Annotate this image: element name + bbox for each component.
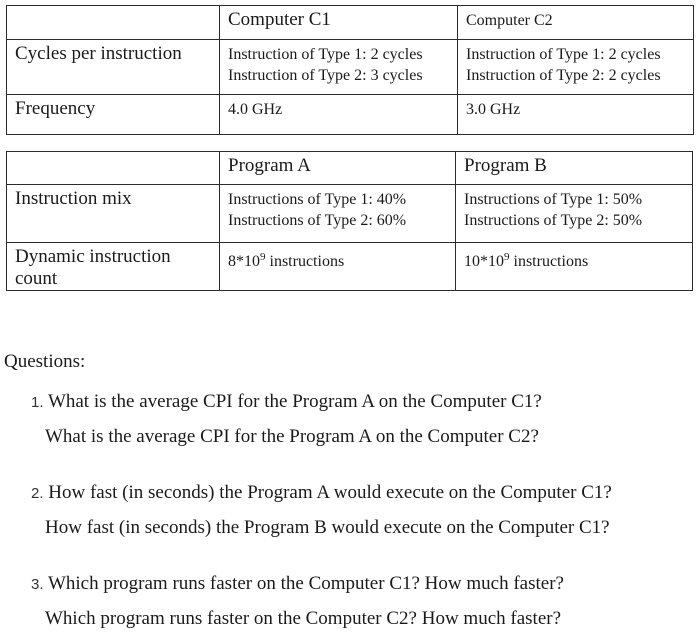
question-text: What is the average CPI for the Program A on the Computer C2? bbox=[45, 426, 539, 447]
table-header-row bbox=[7, 6, 694, 40]
mix-b-type1: Instructions of Type 1: 50% bbox=[464, 191, 643, 208]
questions-heading: Questions: bbox=[4, 351, 86, 372]
question-number: 1. bbox=[31, 394, 44, 411]
mix-a-type1: Instructions of Type 1: 40% bbox=[228, 191, 407, 208]
question-text: How fast (in seconds) the Program B would execute on the Computer C1? bbox=[45, 517, 610, 538]
table-row bbox=[7, 185, 693, 243]
program-spec-table bbox=[6, 151, 693, 291]
count-a-unit: instructions bbox=[265, 253, 345, 270]
count-b-cell bbox=[456, 243, 693, 291]
cpi-c1-type2: Instruction of Type 2: 3 cycles bbox=[228, 67, 423, 84]
count-a-cell bbox=[220, 243, 456, 291]
frequency-c1: 4.0 GHz bbox=[220, 95, 458, 135]
cpi-c2-type2: Instruction of Type 2: 2 cycles bbox=[466, 67, 661, 84]
table-row bbox=[7, 40, 694, 95]
cpi-c2-cell bbox=[458, 40, 694, 95]
question-item-2 bbox=[4, 475, 694, 545]
cpi-c2-type1: Instruction of Type 1: 2 cycles bbox=[466, 46, 661, 63]
mix-a-type2: Instructions of Type 2: 60% bbox=[228, 212, 407, 229]
cpi-c1-type1: Instruction of Type 1: 2 cycles bbox=[228, 46, 423, 63]
computer-spec-table bbox=[6, 5, 694, 135]
question-item-3 bbox=[4, 566, 694, 636]
row-label-line2: count bbox=[15, 268, 58, 289]
row-label-cpi: Cycles per instruction bbox=[7, 40, 220, 95]
question-number: 3. bbox=[31, 576, 44, 593]
row-label-line1: Dynamic instruction bbox=[15, 246, 171, 267]
count-b-exponent: 9 bbox=[504, 251, 510, 263]
question-text: Which program runs faster on the Computer C2? How much faster? bbox=[45, 608, 562, 629]
mix-a-cell bbox=[220, 185, 456, 243]
table-row bbox=[7, 95, 694, 135]
table-row bbox=[7, 243, 693, 291]
row-label-frequency: Frequency bbox=[7, 95, 220, 135]
header-computer-c1: Computer C1 bbox=[220, 6, 458, 40]
mix-b-cell bbox=[456, 185, 693, 243]
frequency-c2: 3.0 GHz bbox=[458, 95, 694, 135]
empty-header-cell bbox=[7, 152, 220, 185]
count-a-base: 8*10 bbox=[228, 253, 260, 270]
header-program-a: Program A bbox=[220, 152, 456, 185]
question-text: How fast (in seconds) the Program A would execute on the Computer C1? bbox=[48, 482, 612, 503]
questions-section bbox=[4, 350, 694, 636]
row-label-instruction-mix: Instruction mix bbox=[7, 185, 220, 243]
question-text: What is the average CPI for the Program A on the Computer C1? bbox=[47, 391, 542, 412]
empty-header-cell bbox=[7, 6, 220, 40]
question-item-1 bbox=[4, 384, 694, 454]
cpi-c1-cell bbox=[220, 40, 458, 95]
question-text: Which program runs faster on the Computer C1? How much faster? bbox=[47, 573, 564, 594]
header-program-b: Program B bbox=[456, 152, 693, 185]
count-b-base: 10*10 bbox=[464, 253, 504, 270]
count-a-exponent: 9 bbox=[260, 251, 266, 263]
mix-b-type2: Instructions of Type 2: 50% bbox=[464, 212, 643, 229]
row-label-instruction-count bbox=[7, 243, 220, 291]
question-number: 2. bbox=[31, 485, 44, 502]
header-computer-c2: Computer C2 bbox=[458, 6, 694, 40]
table-header-row bbox=[7, 152, 693, 185]
count-b-unit: instructions bbox=[509, 253, 589, 270]
